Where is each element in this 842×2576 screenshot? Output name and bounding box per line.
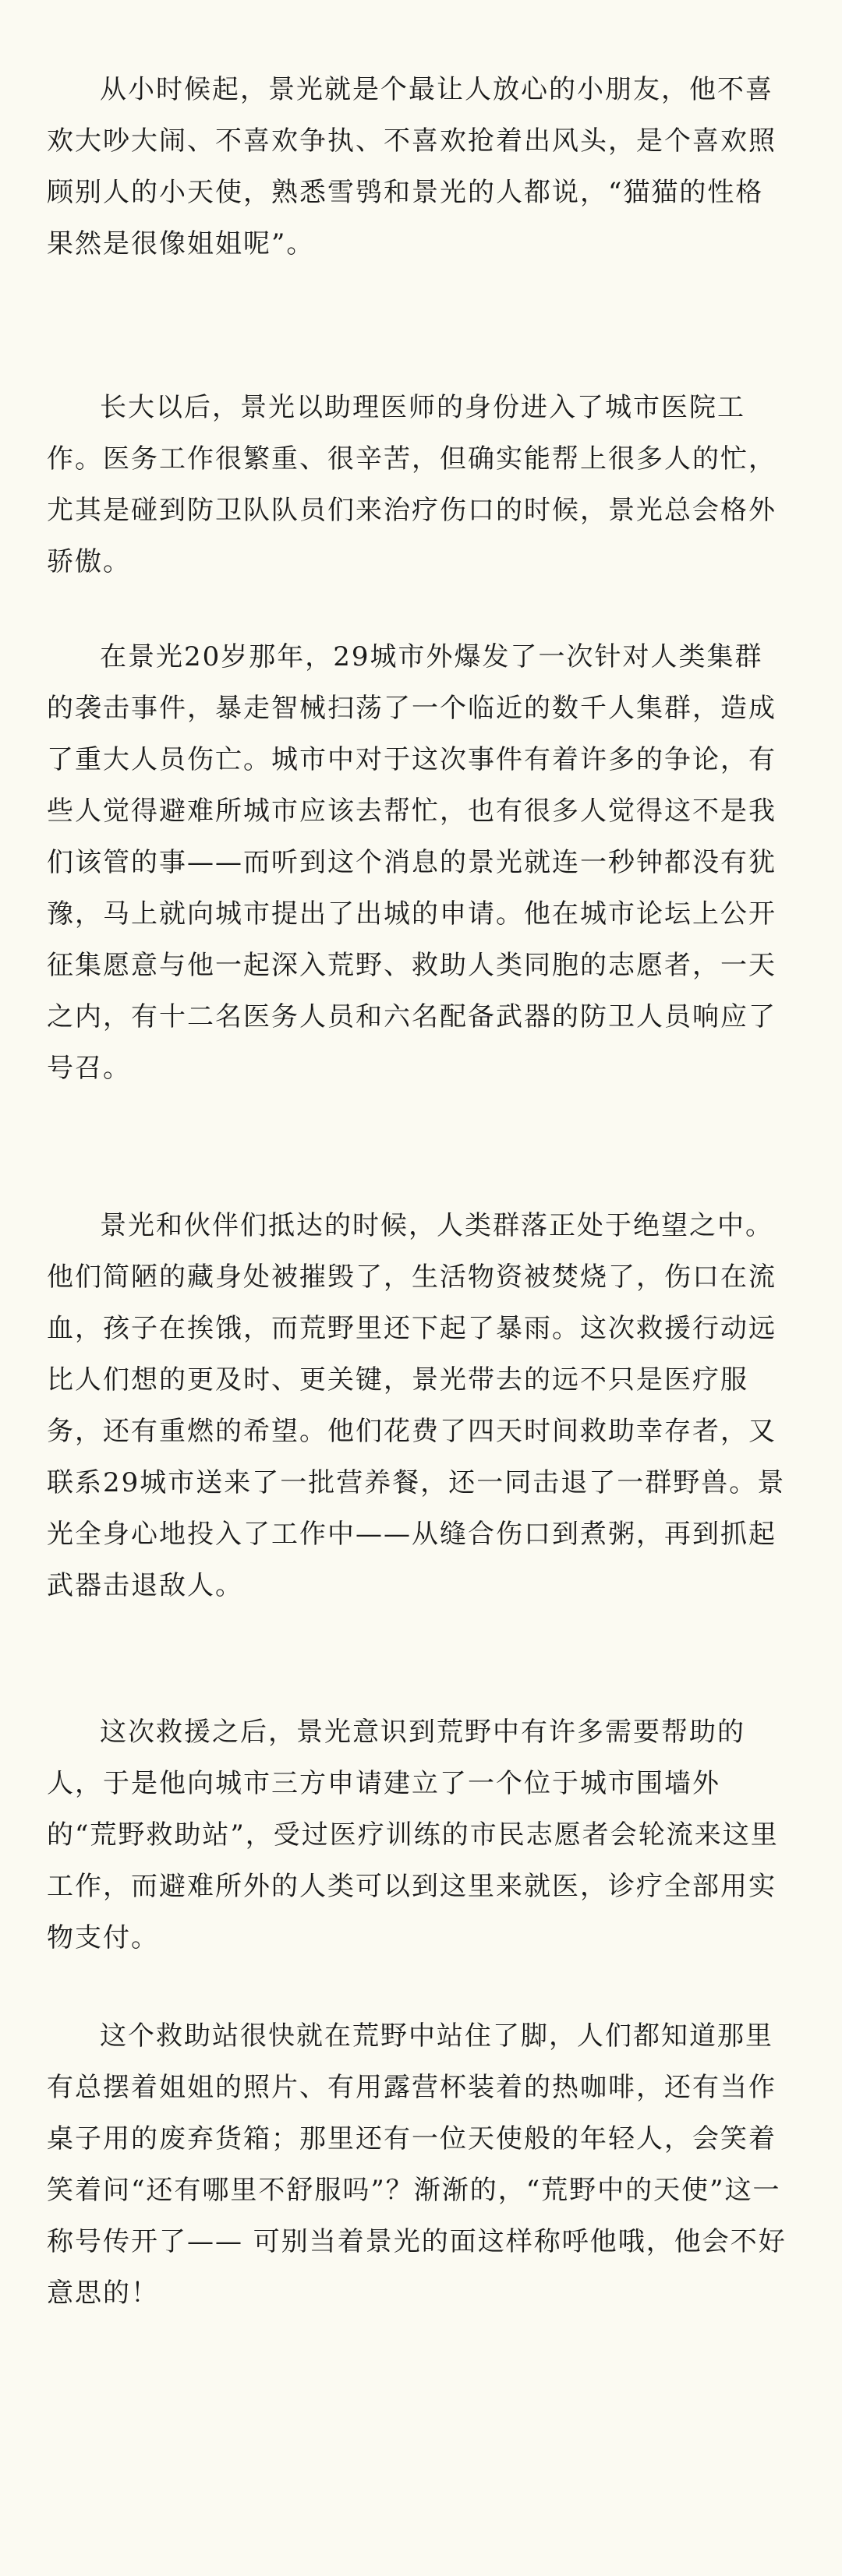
paragraph-hospital-work: 长大以后，景光以助理医师的身份进入了城市医院工作。医务工作很繁重、很辛苦，但确实能帮上很多人的忙，尤其是碰到防卫队队员们来治疗伤口的时候，景光总会格外骄傲。 <box>47 392 777 577</box>
paragraph-aid-station: 这次救援之后，景光意识到荒野中有许多需要帮助的人，于是他向城市三方申请建立了一个位于城市围墙外的“荒野救助站”，受过医疗训练的市民志愿者会轮流来这里工作，而避难所外的人类可以到这里来就医，诊疗全部用实物支付。 <box>47 1717 779 1953</box>
paragraph-wilderness-angel: 这个救助站很快就在荒野中站住了脚，人们都知道那里有总摆着姐姐的照片、有用露营杯装着的热咖啡，还有当作桌子用的废弃货箱；那里还有一位天使般的年轻人，会笑着笑着问“还有哪里不舒服吗”？渐渐的，“荒野中的天使”这一称号传开了—— 可别当着景光的面这样称呼他哦，他会不好意思的！ <box>47 2020 787 2309</box>
paragraph-rescue-mission: 景光和伙伴们抵达的时候，人类群落正处于绝望之中。他们简陋的藏身处被摧毁了，生活物资被焚烧了，伤口在流血，孩子在挨饿，而荒野里还下起了暴雨。这次救援行动远比人们想的更及时、更关键，景光带去的远不只是医疗服务，还有重燃的希望。他们花费了四天时间救助幸存者，又联系29城市送来了一批营养餐，还一同击退了一群野兽。景光全身心地投入了工作中——从缝合伤口到煮粥，再到抓起武器击退敌人。 <box>47 1210 786 1601</box>
paragraph-rescue-call: 在景光20岁那年，29城市外爆发了一次针对人类集群的袭击事件，暴走智械扫荡了一个临近的数千人集群，造成了重大人员伤亡。城市中对于这次事件有着许多的争论，有些人觉得避难所城市应该去帮忙，也有很多人觉得这不是我们该管的事——而听到这个消息的景光就连一秒钟都没有犹豫，马上就向城市提出了出城的申请。他在城市论坛上公开征集愿意与他一起深入荒野、救助人类同胞的志愿者，一天之内，有十二名医务人员和六名配备武器的防卫人员响应了号召。 <box>47 641 777 1084</box>
paragraph-childhood: 从小时候起，景光就是个最让人放心的小朋友，他不喜欢大吵大闹、不喜欢争执、不喜欢抢着出风头，是个喜欢照顾别人的小天使，熟悉雪鸮和景光的人都说，“猫猫的性格果然是很像姐姐呢”。 <box>47 74 777 259</box>
